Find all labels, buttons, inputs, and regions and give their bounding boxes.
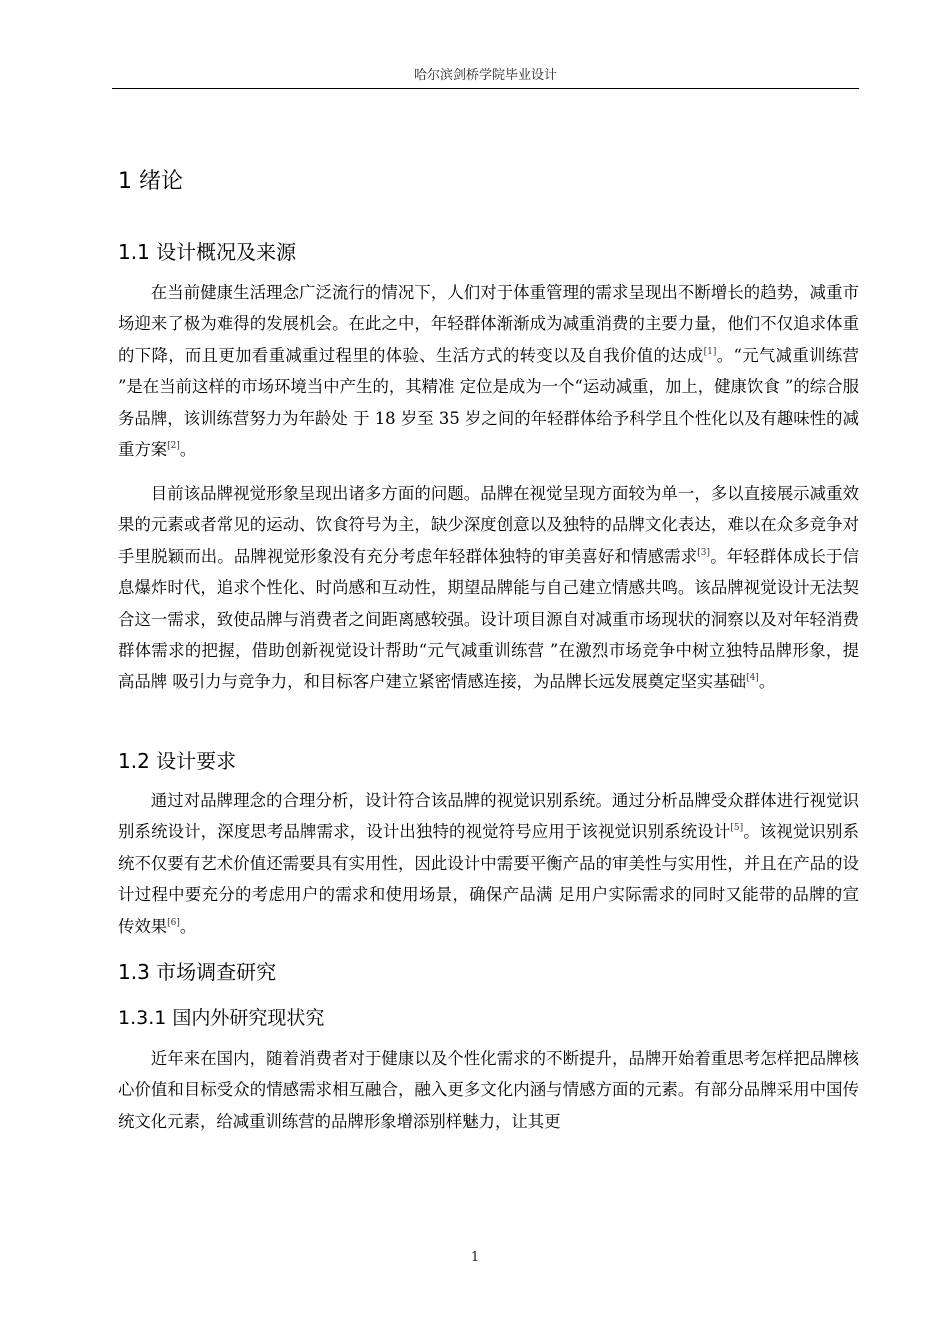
section-heading-1-2: 1.2 设计要求 [118, 749, 237, 773]
citation-4: [4] [746, 673, 759, 684]
citation-5: [5] [730, 823, 744, 834]
subsection-heading-1-3-1: 1.3.1 国内外研究现状究 [118, 1007, 325, 1029]
paragraph-design-requirements [118, 785, 859, 942]
running-header: 哈尔滨剑桥学院毕业设计 [413, 68, 557, 83]
paragraph-research-status [118, 1043, 859, 1137]
citation-1: [1] [703, 346, 717, 357]
paragraph-text: 。该视觉识别系统不仅要有艺术价值还需要具有实用性，因此设计中需要平衡产品的审美性与实用性，并且在产品的设计过程中要充分的考虑用户的需求和使用场景，确保产品满 足用户实际需求的同时又能带的品牌的宣传效果 [118, 822, 859, 936]
paragraph-text: 。 [758, 672, 776, 692]
paragraph-design-overview [118, 277, 859, 465]
section-heading-1-1: 1.1 设计概况及来源 [118, 240, 297, 264]
paragraph-text: 。 [179, 440, 197, 460]
paragraph-text: 。 [179, 916, 197, 936]
citation-6: [6] [167, 917, 180, 928]
citation-2: [2] [167, 441, 180, 452]
page-number: 1 [470, 1250, 480, 1265]
paragraph-text: 。“元气减重训练营 ”是在当前这样的市场环境当中产生的，其精准 定位是成为一个“运动减重，加上，健康饮食 ”的综合服务品牌，该训练营努力为年龄处 于 18 岁至 35 岁之间的年轻群体给予科学且个性化以及有趣味性的减重方案 [118, 345, 859, 460]
header-divider [112, 88, 859, 89]
paragraph-text: 在当前健康生活理念广泛流行的情况下，人们对于体重管理的需求呈现出不断增长的趋势，减重市场迎来了极为难得的发展机会。在此之中，年轻群体渐渐成为减重消费的主要力量，他们不仅追求体重的下降，而且更加看重减重过程里的体验、生活方式的转变以及自我价值的达成 [118, 283, 859, 365]
paragraph-text: 近年来在国内，随着消费者对于健康以及个性化需求的不断提升，品牌开始着重思考怎样把品牌核心价值和目标受众的情感需求相互融合，融入更多文化内涵与情感方面的元素。有部分品牌采用中国传统文化元素，给减重训练营的品牌形象增添别样魅力，让其更 [118, 1049, 859, 1131]
citation-3: [3] [697, 547, 711, 558]
paragraph-text: 。年轻群体成长于信息爆炸时代，追求个性化、时尚感和互动性，期望品牌能与自己建立情感共鸣。该品牌视觉设计无法契合这一需求，致使品牌与消费者之间距离感较强。设计项目源自对减重市场现状的洞察以及对年轻消费群体需求的把握，借助创新视觉设计帮助“元气减重训练营 ”在激烈市场竞争中树立独特品牌形象，提高品牌 吸引力与竞争力，和目标客户建立紧密情感连接，为品牌长远发展奠定坚实基础 [118, 546, 860, 692]
paragraph-text: 目前该品牌视觉形象呈现出诸多方面的问题。品牌在视觉呈现方面较为单一，多以直接展示减重效果的元素或者常见的运动、饮食符号为主，缺少深度创意以及独特的品牌文化表达，难以在众多竞争对手里脱颖而出。品牌视觉形象没有充分考虑年轻群体独特的审美喜好和情感需求 [118, 484, 859, 566]
paragraph-brand-problems [118, 478, 859, 698]
paragraph-text: 通过对品牌理念的合理分析，设计符合该品牌的视觉识别系统。通过分析品牌受众群体进行视觉识别系统设计，深度思考品牌需求，设计出独特的视觉符号应用于该视觉识别系统设计 [118, 791, 859, 842]
chapter-title: 1 绪论 [118, 169, 183, 194]
section-heading-1-3: 1.3 市场调查研究 [118, 960, 277, 984]
